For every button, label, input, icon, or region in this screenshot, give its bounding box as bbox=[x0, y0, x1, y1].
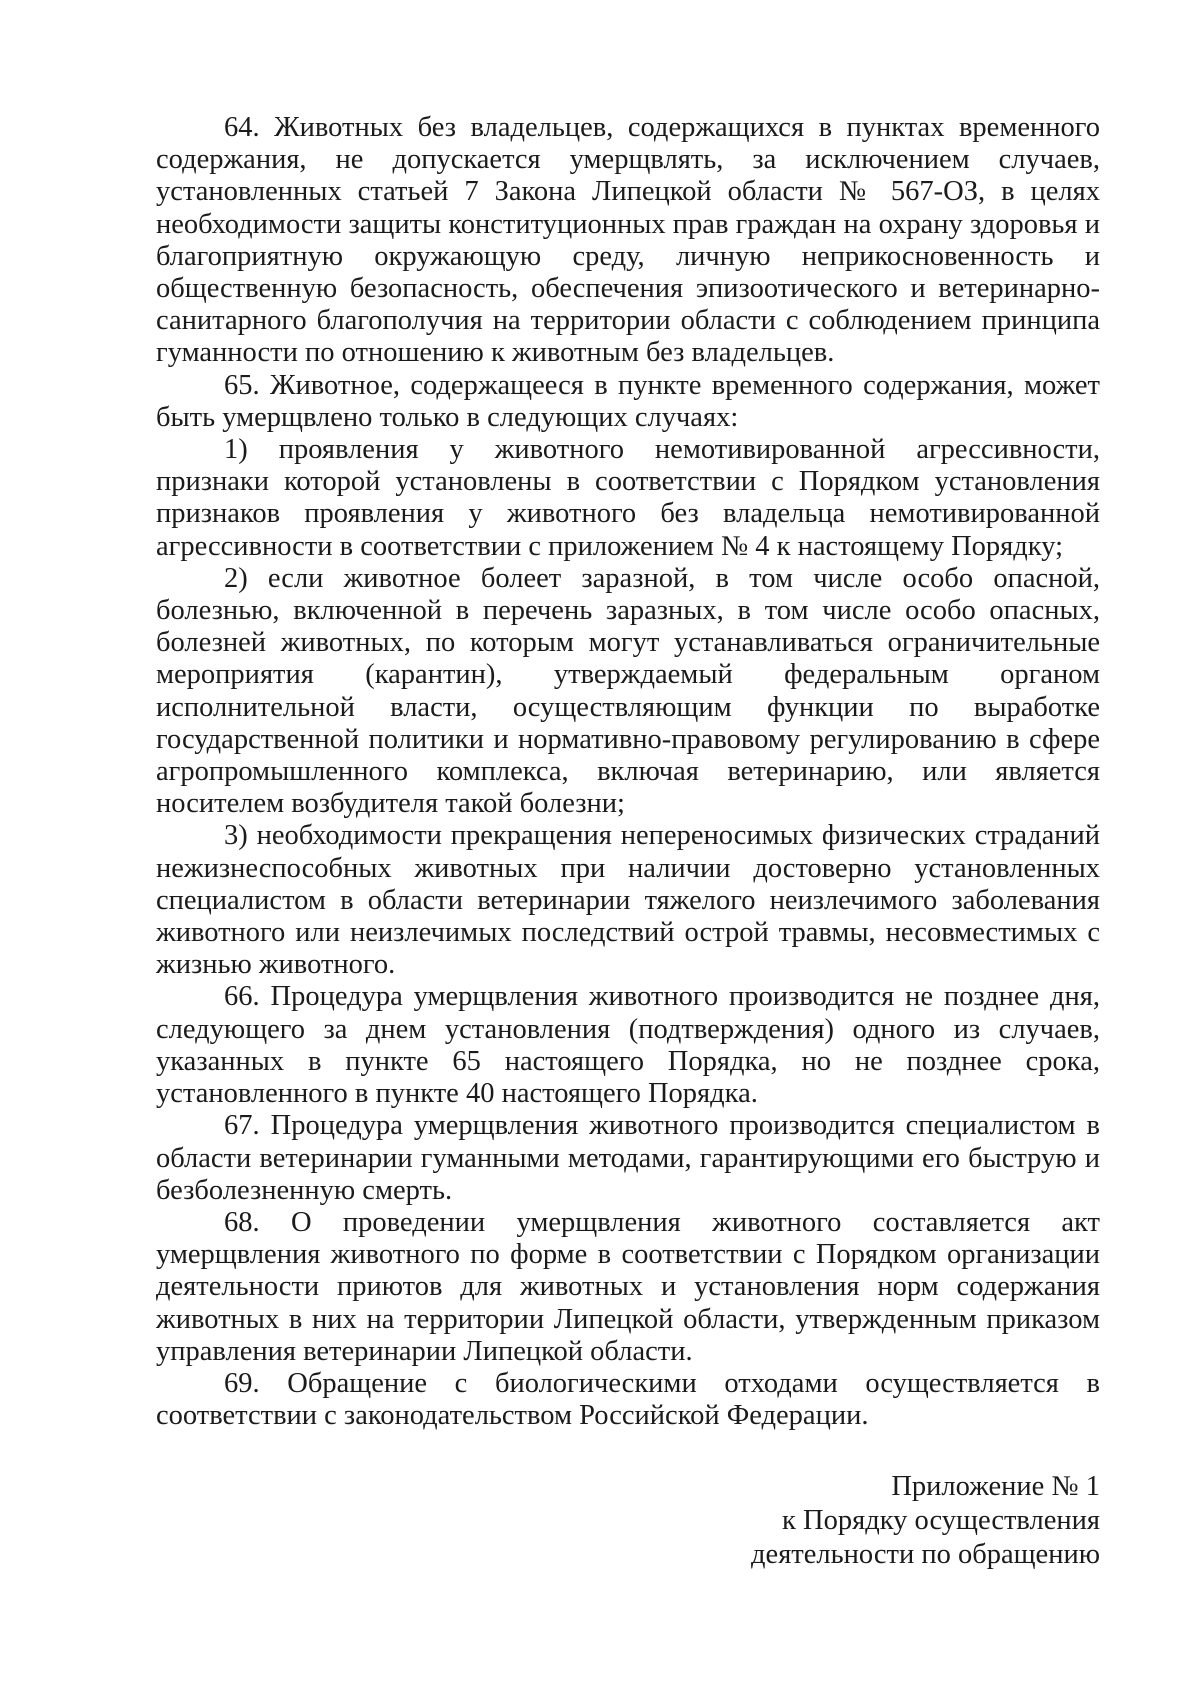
paragraph-65: 65. Животное, содержащееся в пункте временного содержания, может быть умерщвлено только в следующих случаях: bbox=[156, 369, 1100, 433]
paragraph-65-item-1: 1) проявления у животного немотивированной агрессивности, признаки которой установлены в соответствии с Порядком установления признаков проявления у животного без владельца немотивированной агрессивности в соответствии с приложением № 4 к настоящему Порядку; bbox=[156, 434, 1100, 562]
paragraph-65-item-3: 3) необходимости прекращения непереносимых физических страданий нежизнеспособных животных при наличии достоверно установленных специалистом в области ветеринарии тяжелого неизлечимого заболевания животного или неизлечимых последствий острой травмы, несовместимых с жизнью животного. bbox=[156, 820, 1100, 981]
paragraph-69: 69. Обращение с биологическими отходами осуществляется в соответствии с законодательством Российской Федерации. bbox=[156, 1367, 1100, 1432]
paragraph-65-item-2: 2) если животное болеет заразной, в том числе особо опасной, болезнью, включенной в перечень заразных, в том числе особо опасных, болезней животных, по которым могут устанавливаться ограничительные мероприятия (карантин), утверждаемый федеральным органом исполнительной власти, осуществляющим функции по выработке государственной политики и нормативно-правовому регулированию в сфере агропромышленного комплекса, включая ветеринарию, или является носителем возбудителя такой болезни; bbox=[156, 562, 1100, 820]
appendix-subtitle-line-2: деятельности по обращению bbox=[751, 1539, 1100, 1570]
paragraph-66: 66. Процедура умерщвления животного производится не позднее дня, следующего за днем установления (подтверждения) одного из случаев, указанных в пункте 65 настоящего Порядка, но не позднее срока, установленного в пункте 40 настоящего Порядка. bbox=[156, 981, 1100, 1110]
paragraph-67: 67. Процедура умерщвления животного производится специалистом в области ветеринарии гуманными методами, гарантирующими его быструю и безболезненную смерть. bbox=[156, 1110, 1100, 1206]
paragraph-68: 68. О проведении умерщвления животного составляется акт умерщвления животного по форме в соответствии с Порядком организации деятельности приютов для животных и установления норм содержания животных в них на территории Липецкой области, утвержденным приказом управления ветеринарии Липецкой области. bbox=[156, 1206, 1100, 1367]
document-body bbox=[156, 112, 1100, 1432]
appendix-title: Приложение № 1 bbox=[891, 1471, 1100, 1502]
appendix-header bbox=[751, 1470, 1100, 1572]
appendix-subtitle-line-1: к Порядку осуществления bbox=[782, 1505, 1100, 1536]
paragraph-64: 64. Животных без владельцев, содержащихся в пунктах временного содержания, не допускается умерщвлять, за исключением случаев, установленных статьей 7 Закона Липецкой области № 567-ОЗ, в целях необходимости защиты конституционных прав граждан на охрану здоровья и благоприятную окружающую среду, личную неприкосновенность и общественную безопасность, обеспечения эпизоотического и ветеринарно-санитарного благополучия на территории области с соблюдением принципа гуманности по отношению к животным без владельцев. bbox=[156, 112, 1100, 369]
